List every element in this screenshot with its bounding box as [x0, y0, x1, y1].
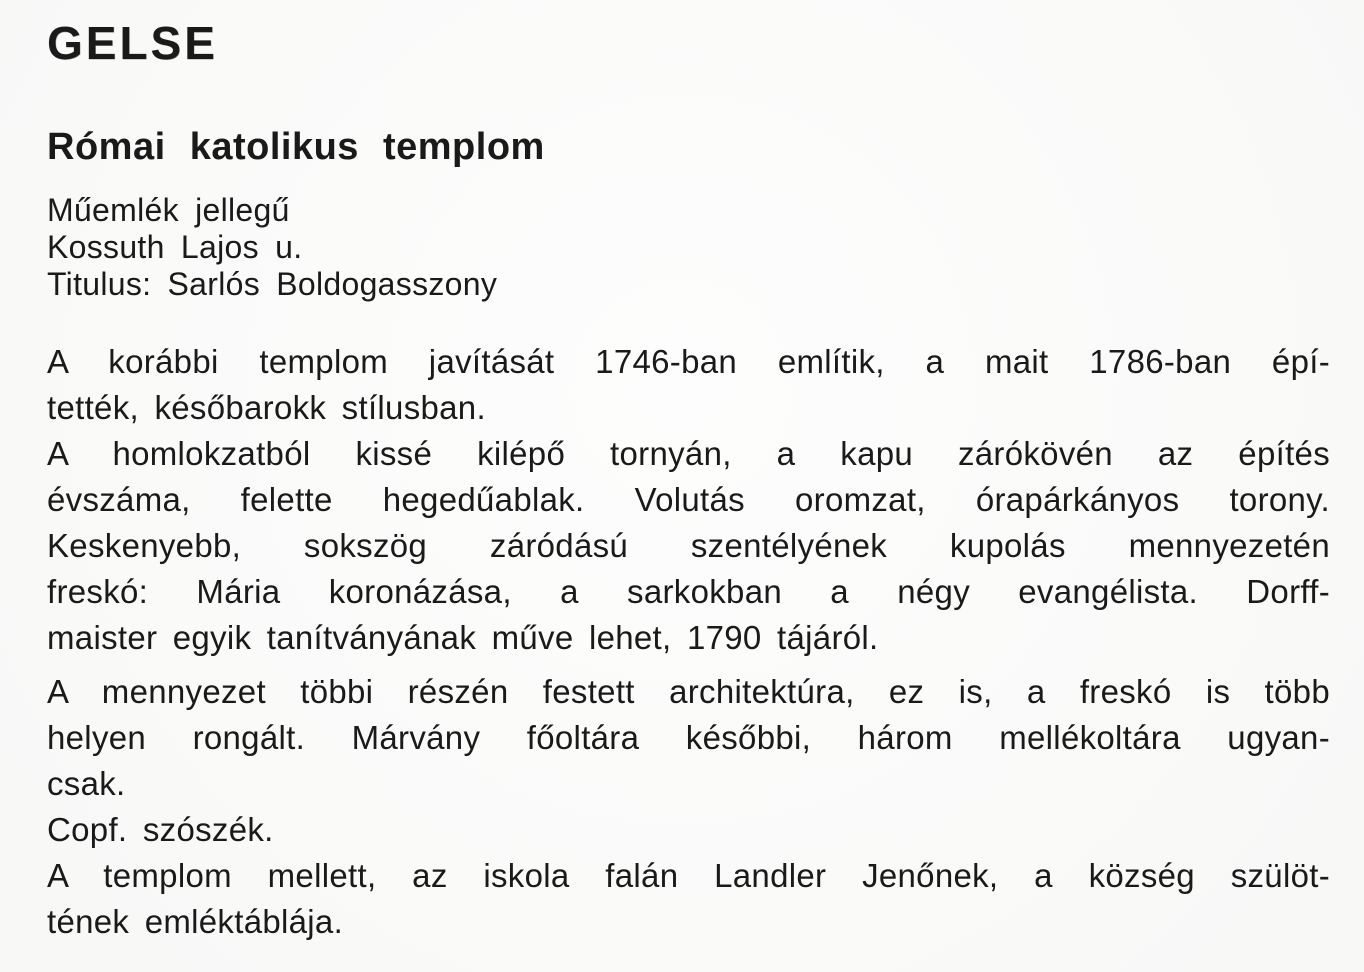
body-line: A korábbi templom javítását 1746-ban említik, a mait 1786-ban épí-	[47, 343, 1330, 380]
body-line: helyen rongált. Márvány főoltára későbbi, három mellékoltára ugyan-	[47, 719, 1330, 756]
body-line: tették, későbarokk stílusban.	[47, 389, 486, 426]
body-line: A templom mellett, az iskola falán Landler Jenőnek, a község szülöt-	[47, 857, 1330, 894]
body-text	[47, 339, 1330, 945]
section-heading: Római katolikus templom	[47, 126, 545, 168]
meta-line: Titulus: Sarlós Boldogasszony	[47, 266, 498, 302]
body-line: csak.	[47, 765, 126, 802]
body-line: maister egyik tanítványának műve lehet, 1790 tájáról.	[47, 619, 879, 656]
body-line: Copf. szószék.	[47, 811, 274, 848]
body-line: A homlokzatból kissé kilépő tornyán, a kapu zárókövén az építés	[47, 435, 1330, 472]
meta-block	[47, 192, 1330, 303]
body-line: A mennyezet többi részén festett architektúra, ez is, a freskó is több	[47, 673, 1330, 710]
body-line: freskó: Mária koronázása, a sarkokban a négy evangélista. Dorff-	[47, 573, 1330, 610]
page-title: GELSE	[47, 17, 218, 69]
meta-line: Műemlék jellegű	[47, 192, 290, 228]
body-line: évszáma, felette hegedűablak. Volutás oromzat, órapárkányos torony.	[47, 481, 1330, 518]
meta-line: Kossuth Lajos u.	[47, 229, 303, 265]
body-line: tének emléktáblája.	[47, 903, 344, 940]
body-line: Keskenyebb, sokszög záródású szentélyének kupolás mennyezetén	[47, 527, 1330, 564]
